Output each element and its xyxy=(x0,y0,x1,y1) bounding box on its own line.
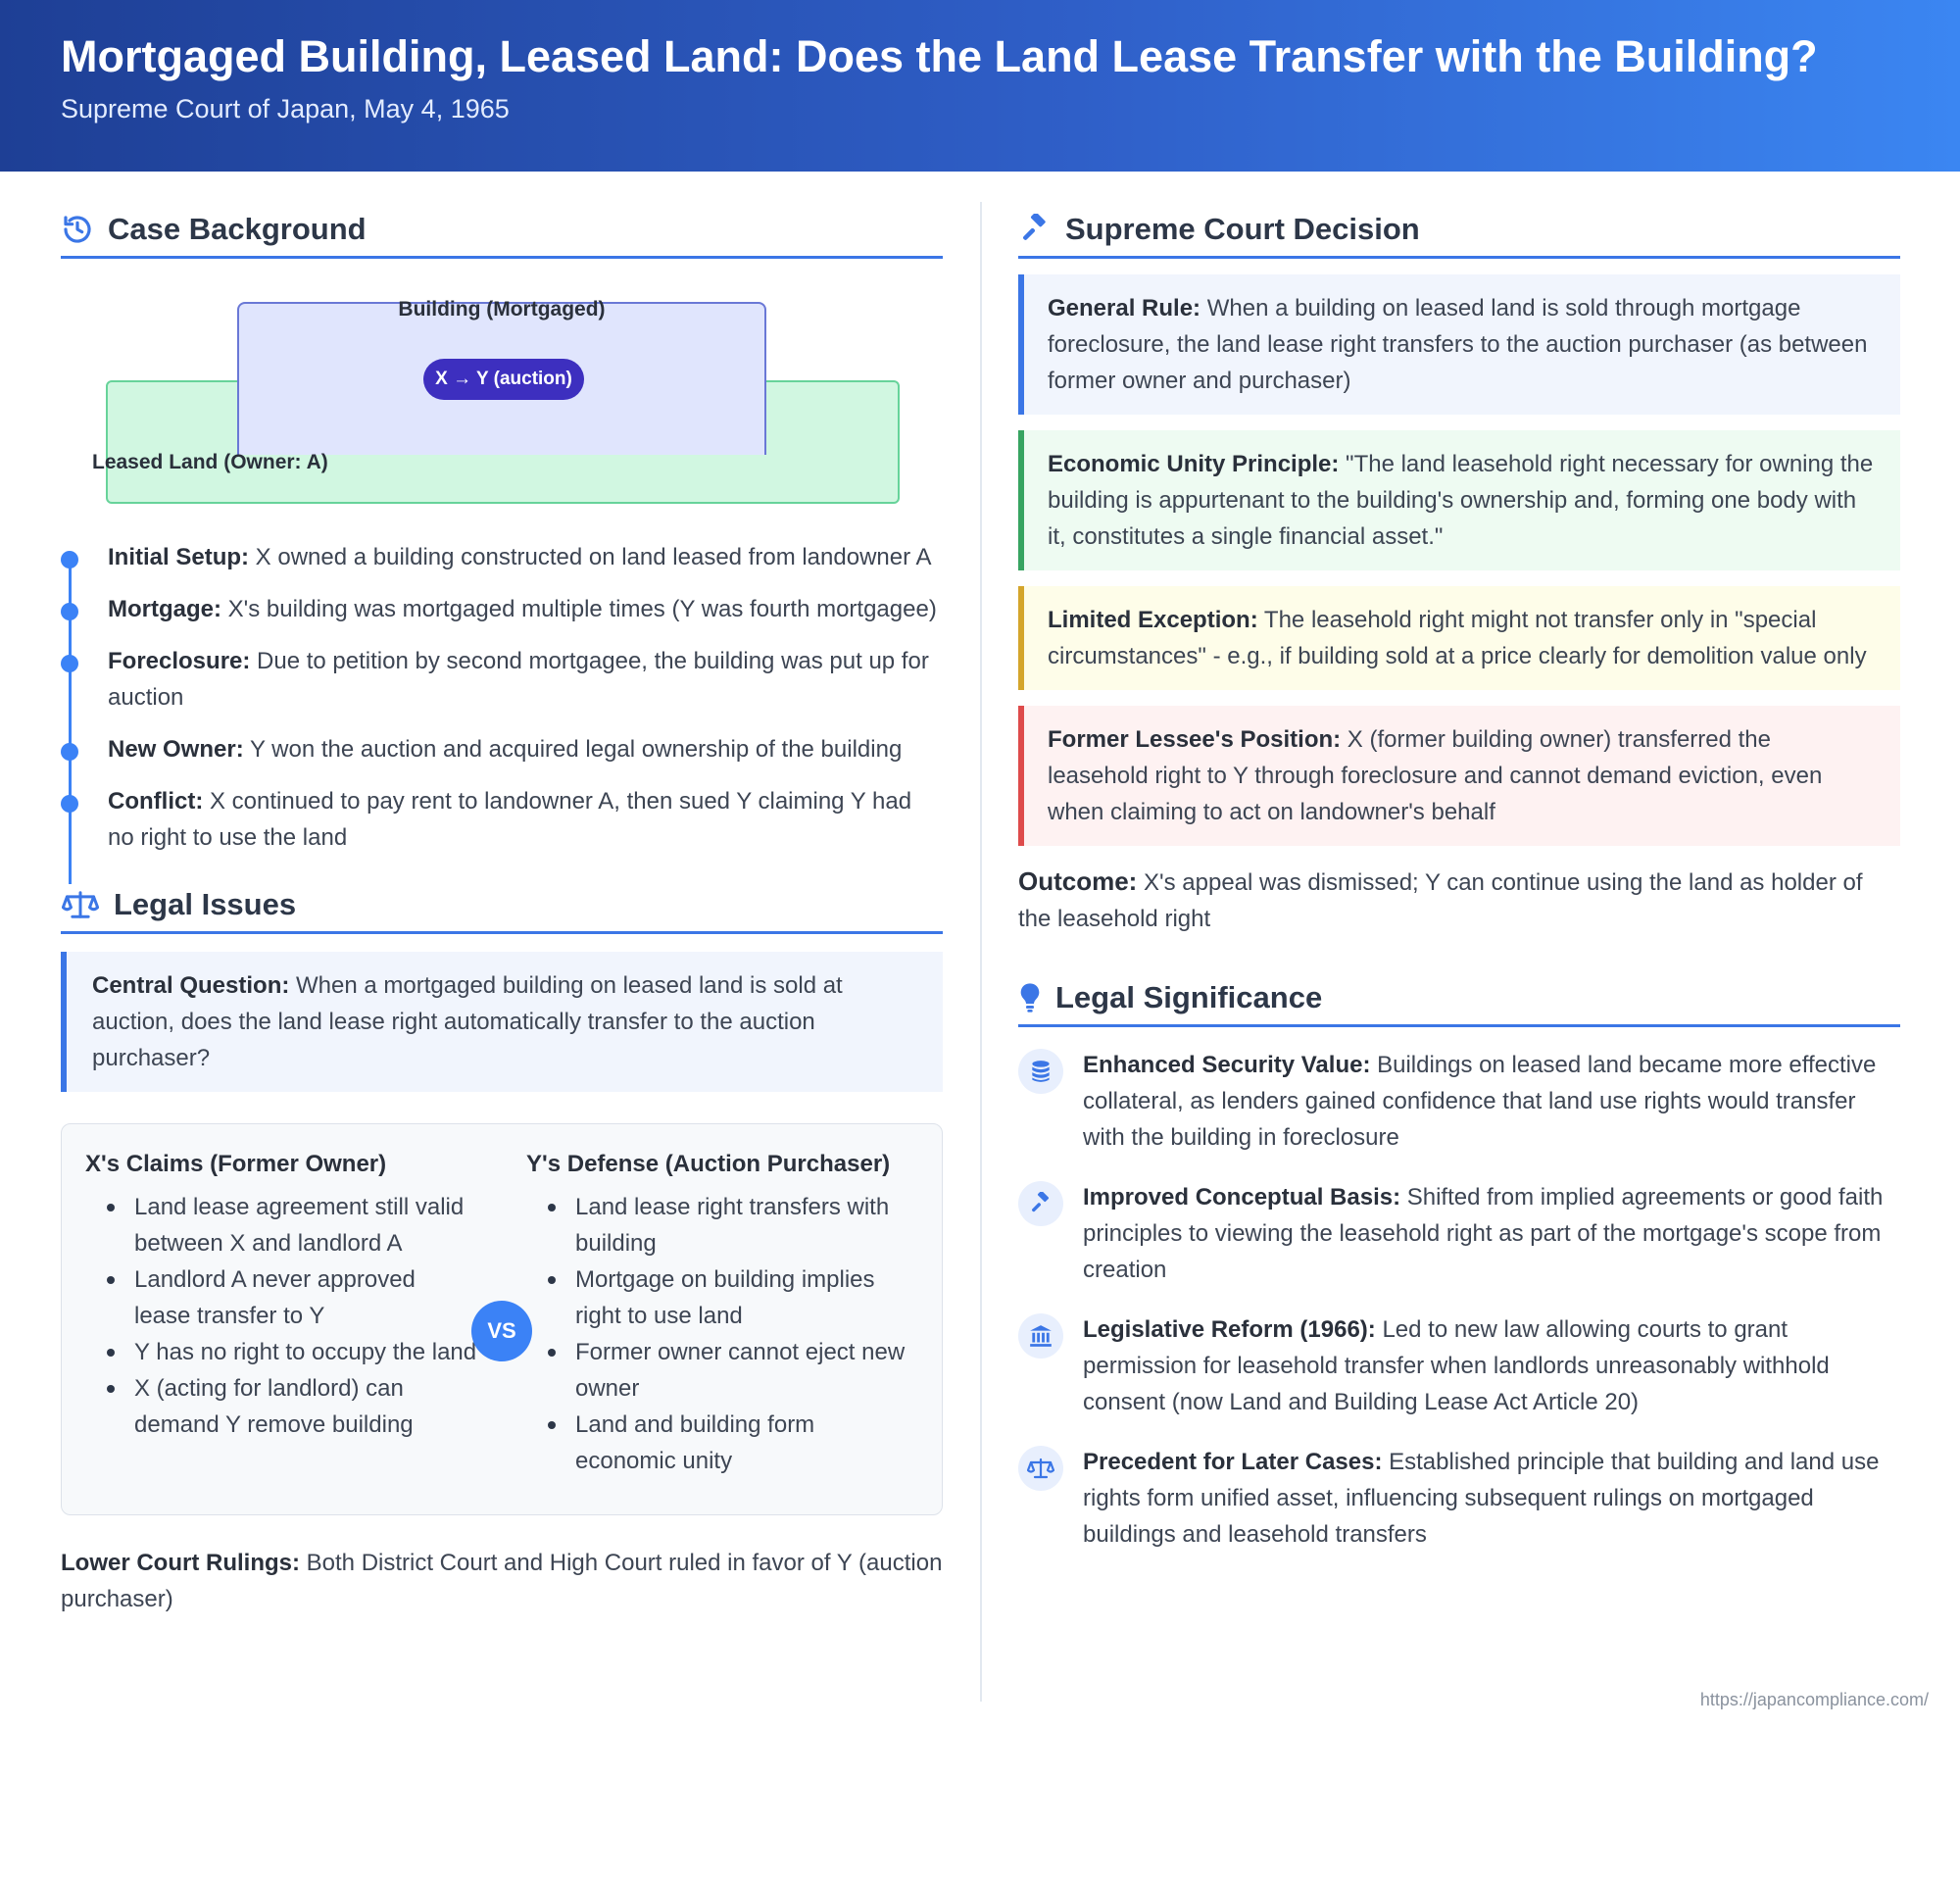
timeline-dot xyxy=(61,795,78,813)
timeline-item: Initial Setup: X owned a building constructed on land leased from landowner A xyxy=(108,539,943,575)
list-item: Land lease right transfers with building xyxy=(526,1189,918,1261)
list-item: Improved Conceptual Basis: Shifted from implied agreements or good faith principles to viewing the leasehold right as part of the mortgage's scope from creation xyxy=(1018,1179,1900,1288)
economic-unity-box: Economic Unity Principle: "The land leasehold right necessary for owning the building is appurtenant to the building's ownership and, forming one body with it, constitutes a single financial asset." xyxy=(1018,430,1900,570)
decision-boxes xyxy=(1018,274,1900,846)
list-item: Former owner cannot eject new owner xyxy=(526,1334,918,1407)
section-title: Case Background xyxy=(108,211,367,246)
list-item: Mortgage on building implies right to use land xyxy=(526,1261,918,1334)
list-item: Land lease agreement still valid between X and landlord A xyxy=(85,1189,477,1261)
section-title: Supreme Court Decision xyxy=(1065,211,1420,246)
x-claims-column xyxy=(85,1150,477,1443)
section-title: Legal Issues xyxy=(114,886,297,921)
outcome-text: Outcome: X's appeal was dismissed; Y can continue using the land as holder of the leasehold right xyxy=(1018,866,1863,932)
transfer-badge: X → Y (auction) xyxy=(423,359,584,400)
lightbulb-icon xyxy=(1018,981,1042,1014)
list-item: Landlord A never approved lease transfer to Y xyxy=(85,1261,477,1334)
history-icon xyxy=(61,213,94,246)
y-defense-title: Y's Defense (Auction Purchaser) xyxy=(526,1151,891,1177)
page-title: Mortgaged Building, Leased Land: Does the Land Lease Transfer with the Building? xyxy=(61,31,1818,81)
timeline-dot xyxy=(61,655,78,672)
timeline-dot xyxy=(61,743,78,761)
list-item: Enhanced Security Value: Buildings on leased land became more effective collateral, as lenders gained confidence that land use rights would transfer with the building in foreclosure xyxy=(1018,1047,1900,1156)
timeline-item: New Owner: Y won the auction and acquired legal ownership of the building xyxy=(108,731,943,767)
list-item: X (acting for landlord) can demand Y remove building xyxy=(85,1370,477,1443)
vs-badge: VS xyxy=(471,1301,532,1361)
significance-list xyxy=(1018,1047,1900,1553)
legal-issues-heading xyxy=(61,877,943,934)
central-question-callout: Central Question: When a mortgaged building on leased land is sold at auction, does the land lease right automatically transfer to the auction purchaser? xyxy=(61,952,943,1092)
timeline-dot xyxy=(61,551,78,568)
scale-icon xyxy=(1018,1446,1063,1491)
case-timeline xyxy=(61,539,943,856)
right-column xyxy=(1018,202,1900,1576)
general-rule-box: General Rule: When a building on leased land is sold through mortgage foreclosure, the land lease right transfers to the auction purchaser (as between former owner and purchaser) xyxy=(1018,274,1900,415)
column-divider xyxy=(980,202,982,1702)
section-title: Legal Significance xyxy=(1055,979,1323,1014)
coins-icon xyxy=(1018,1049,1063,1094)
timeline-dot xyxy=(61,603,78,620)
significance-heading xyxy=(1018,970,1900,1027)
page-subtitle: Supreme Court of Japan, May 4, 1965 xyxy=(61,94,510,124)
list-item: Precedent for Later Cases: Established principle that building and land use rights form unified asset, influencing subsequent rulings on mortgaged buildings and leasehold transfers xyxy=(1018,1444,1900,1553)
landmark-icon xyxy=(1018,1313,1063,1359)
list-item: Y has no right to occupy the land xyxy=(85,1334,477,1370)
land-label: Leased Land (Owner: A) xyxy=(92,451,328,473)
gavel-icon xyxy=(1018,213,1052,246)
list-item: Land and building form economic unity xyxy=(526,1407,918,1479)
timeline-item: Mortgage: X's building was mortgaged multiple times (Y was fourth mortgagee) xyxy=(108,591,943,627)
y-defense-column xyxy=(526,1150,918,1479)
list-item: Legislative Reform (1966): Led to new law allowing courts to grant permission for leasehold transfer when landlords unreasonably withhold consent (now Land and Building Lease Act Article 20) xyxy=(1018,1311,1900,1420)
timeline-item: Conflict: X continued to pay rent to landowner A, then sued Y claiming Y had no right to use the land xyxy=(108,783,943,856)
building-label: Building (Mortgaged) xyxy=(398,298,606,321)
claims-comparison xyxy=(61,1123,943,1515)
case-background-heading xyxy=(61,202,943,259)
left-column xyxy=(61,202,943,1617)
former-lessee-box: Former Lessee's Position: X (former building owner) transferred the leasehold right to Y through foreclosure and cannot demand eviction, even when claiming to act on landowner's behalf xyxy=(1018,706,1900,846)
decision-heading xyxy=(1018,202,1900,259)
source-url: https://japancompliance.com/ xyxy=(1699,1690,1929,1709)
case-diagram xyxy=(61,271,943,535)
page-header xyxy=(0,0,1960,172)
x-claims-title: X's Claims (Former Owner) xyxy=(85,1151,387,1177)
gavel-icon xyxy=(1018,1181,1063,1226)
timeline-item: Foreclosure: Due to petition by second mortgagee, the building was put up for auction xyxy=(108,643,943,716)
scale-icon xyxy=(61,888,100,921)
lower-court-rulings: Lower Court Rulings: Both District Court and High Court ruled in favor of Y (auction purchaser) xyxy=(61,1550,943,1612)
limited-exception-box: Limited Exception: The leasehold right might not transfer only in "special circumstances" - e.g., if building sold at a price clearly for demolition value only xyxy=(1018,586,1900,690)
